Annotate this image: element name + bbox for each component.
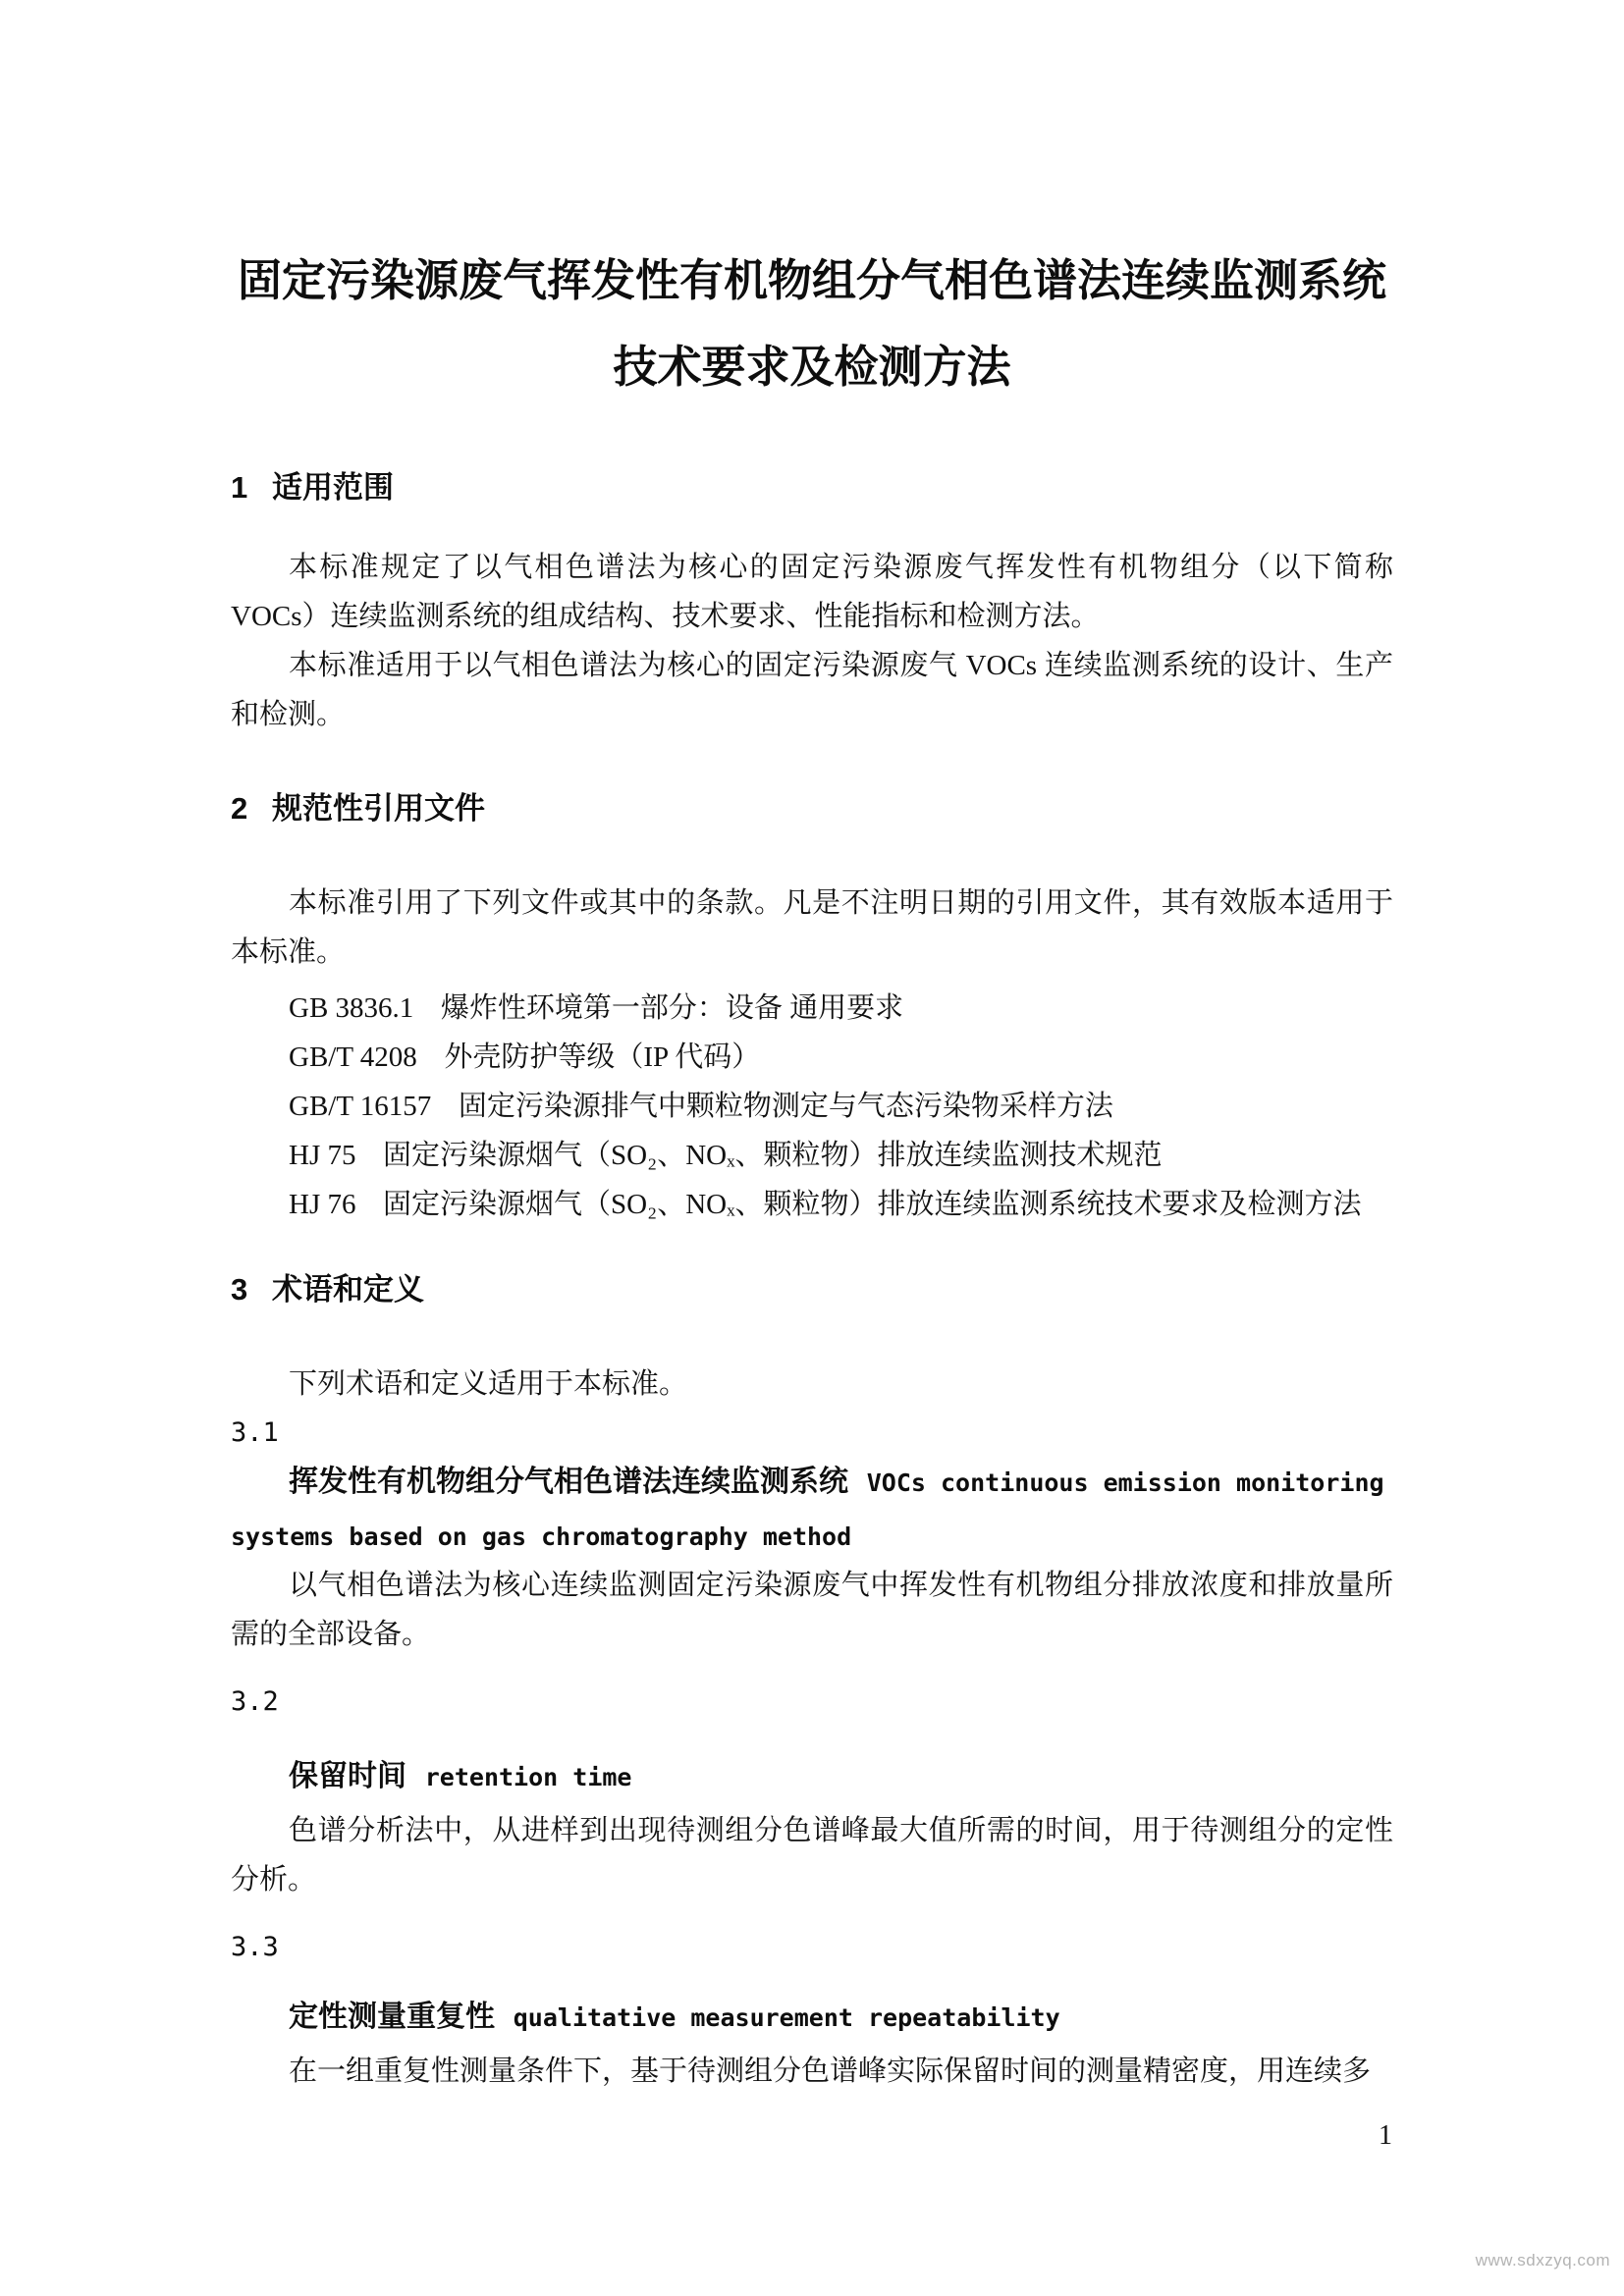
section-terms-number: 3 — [231, 1272, 248, 1307]
section-normative-references — [231, 784, 1393, 1229]
section-terms-definitions — [231, 1265, 1393, 2096]
section-scope — [231, 463, 1393, 739]
section-terms-heading — [231, 1265, 1393, 1314]
document-title-line2: 技术要求及检测方法 — [613, 342, 1011, 392]
section-scope-heading-text: 适用范围 — [272, 470, 395, 505]
reference-item — [231, 1082, 1393, 1131]
term-id-3-3: 3.3 — [231, 1932, 279, 1962]
reference-code: GB/T 4208 — [289, 1041, 417, 1073]
reference-title: 固定污染源烟气（SO₂、NOₓ、颗粒物）排放连续监测技术规范 — [383, 1140, 1163, 1171]
term-id-3-2: 3.2 — [231, 1686, 279, 1717]
term-3-1-definition: 以气相色谱法为核心连续监测固定污染源废气中挥发性有机物组分排放浓度和排放量所需的全部设备。 — [231, 1570, 1393, 1650]
term-3-1-zh: 挥发性有机物组分气相色谱法连续监测系统 — [289, 1466, 848, 1498]
document-title-line1: 固定污染源废气挥发性有机物组分气相色谱法连续监测系统 — [237, 255, 1386, 305]
reference-title: 固定污染源排气中颗粒物测定与气态污染物采样方法 — [458, 1091, 1113, 1122]
term-3-1-en-continued: systems based on gas chromatography method — [231, 1522, 852, 1551]
term-id-3-1: 3.1 — [231, 1417, 279, 1448]
reference-title: 固定污染源烟气（SO₂、NOₓ、颗粒物）排放连续监测系统技术要求及检测方法 — [383, 1189, 1362, 1220]
section-references-number: 2 — [231, 791, 248, 826]
reference-item — [231, 1131, 1393, 1180]
document-title — [231, 238, 1393, 410]
term-3-3-title — [231, 1993, 1393, 2047]
reference-code: GB 3836.1 — [289, 992, 414, 1024]
term-3-3-definition: 在一组重复性测量条件下，基于待测组分色谱峰实际保留时间的测量精密度，用连续多 — [289, 2056, 1372, 2087]
reference-item — [231, 1033, 1393, 1082]
term-3-2-zh: 保留时间 — [289, 1760, 406, 1792]
page-number: 1 — [1379, 2120, 1392, 2151]
watermark: www.sdxzyq.com — [1475, 2251, 1610, 2269]
section-terms-intro-block — [231, 1360, 1393, 1409]
term-3-2-en: retention time — [424, 1763, 632, 1791]
term-3-1-title — [231, 1458, 1393, 1512]
term-3-1-en: VOCs continuous emission monitoring — [866, 1468, 1384, 1497]
scope-paragraph-2: 本标准适用于以气相色谱法为核心的固定污染源废气 VOCs 连续监测系统的设计、生产和检测。 — [231, 650, 1393, 730]
term-3-2-definition: 色谱分析法中，从进样到出现待测组分色谱峰最大值所需的时间，用于待测组分的定性分析。 — [231, 1815, 1393, 1896]
reference-code: HJ 75 — [289, 1140, 356, 1171]
section-terms-heading-text: 术语和定义 — [272, 1272, 425, 1307]
section-scope-heading — [231, 463, 1393, 512]
term-3-3-zh: 定性测量重复性 — [289, 2001, 495, 2033]
section-references-heading — [231, 784, 1393, 833]
section-references-intro-block — [231, 879, 1393, 977]
reference-item — [231, 1180, 1393, 1229]
reference-item — [231, 984, 1393, 1033]
reference-code: GB/T 16157 — [289, 1091, 432, 1122]
reference-list — [231, 984, 1393, 1229]
section-scope-number: 1 — [231, 470, 248, 505]
reference-title: 爆炸性环境第一部分：设备 通用要求 — [440, 992, 904, 1024]
scope-paragraph-1: 本标准规定了以气相色谱法为核心的固定污染源废气挥发性有机物组分（以下简称VOCs）连续监测系统的组成结构、技术要求、性能指标和检测方法。 — [231, 552, 1393, 632]
references-intro: 本标准引用了下列文件或其中的条款。凡是不注明日期的引用文件，其有效版本适用于本标准。 — [231, 887, 1393, 968]
section-scope-body — [231, 543, 1393, 739]
section-references-heading-text: 规范性引用文件 — [272, 791, 486, 826]
term-3-2-title — [231, 1752, 1393, 1806]
reference-code: HJ 76 — [289, 1189, 356, 1220]
term-3-3-en: qualitative measurement repeatability — [513, 2003, 1060, 2032]
reference-title: 外壳防护等级（IP 代码） — [444, 1041, 761, 1073]
terms-intro: 下列术语和定义适用于本标准。 — [289, 1368, 688, 1400]
